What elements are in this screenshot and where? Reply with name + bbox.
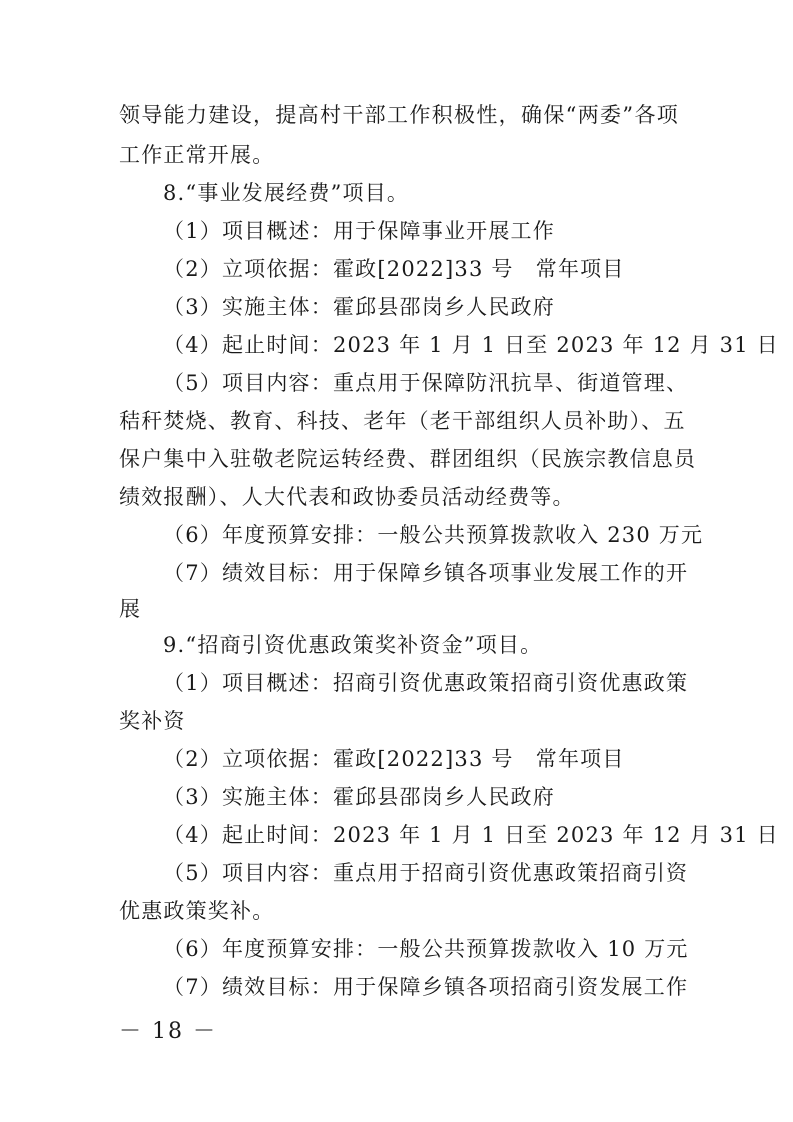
text-line: （1）项目概述：招商引资优惠政策招商引资优惠政策 <box>163 671 689 695</box>
text-line: 领导能力建设，提高村干部工作积极性，确保“两委”各项 <box>119 103 679 127</box>
page-number: － 18 － <box>119 1019 217 1044</box>
text-line: 保户集中入驻敬老院运转经费、群团组织（民族宗教信息员 <box>119 447 697 471</box>
text-line: （6）年度预算安排：一般公共预算拨款收入 10 万元 <box>163 937 689 961</box>
text-line: （7）绩效目标：用于保障乡镇各项事业发展工作的开 <box>163 561 689 585</box>
text-line: （5）项目内容：重点用于保障防汛抗旱、街道管理、 <box>163 371 689 395</box>
text-line: 绩效报酬）、人大代表和政协委员活动经费等。 <box>119 485 575 509</box>
text-line: 秸秆焚烧、教育、科技、老年（老干部组织人员补助）、五 <box>119 409 686 433</box>
text-line: （3）实施主体：霍邱县邵岗乡人民政府 <box>163 785 555 809</box>
text-line: 优惠政策奖补。 <box>119 899 275 923</box>
text-line: （4）起止时间：2023 年 1 月 1 日至 2023 年 12 月 31 日 <box>163 823 779 847</box>
text-line: （6）年度预算安排：一般公共预算拨款收入 230 万元 <box>163 523 704 547</box>
section-heading-9: 9.“招商引资优惠政策奖补资金”项目。 <box>163 633 543 657</box>
text-line: 展 <box>119 597 142 621</box>
text-line: （3）实施主体：霍邱县邵岗乡人民政府 <box>163 295 555 319</box>
text-line: （4）起止时间：2023 年 1 月 1 日至 2023 年 12 月 31 日 <box>163 333 779 357</box>
text-line: （7）绩效目标：用于保障乡镇各项招商引资发展工作 <box>163 975 689 999</box>
text-line: （5）项目内容：重点用于招商引资优惠政策招商引资 <box>163 861 689 885</box>
text-line: （2）立项依据：霍政[2022]33 号 常年项目 <box>163 747 625 771</box>
text-line: （1）项目概述：用于保障事业开展工作 <box>163 219 555 243</box>
section-heading-8: 8.“事业发展经费”项目。 <box>163 181 410 205</box>
text-line: 工作正常开展。 <box>119 143 275 167</box>
text-line: 奖补资 <box>119 709 186 733</box>
text-line: （2）立项依据：霍政[2022]33 号 常年项目 <box>163 257 625 281</box>
